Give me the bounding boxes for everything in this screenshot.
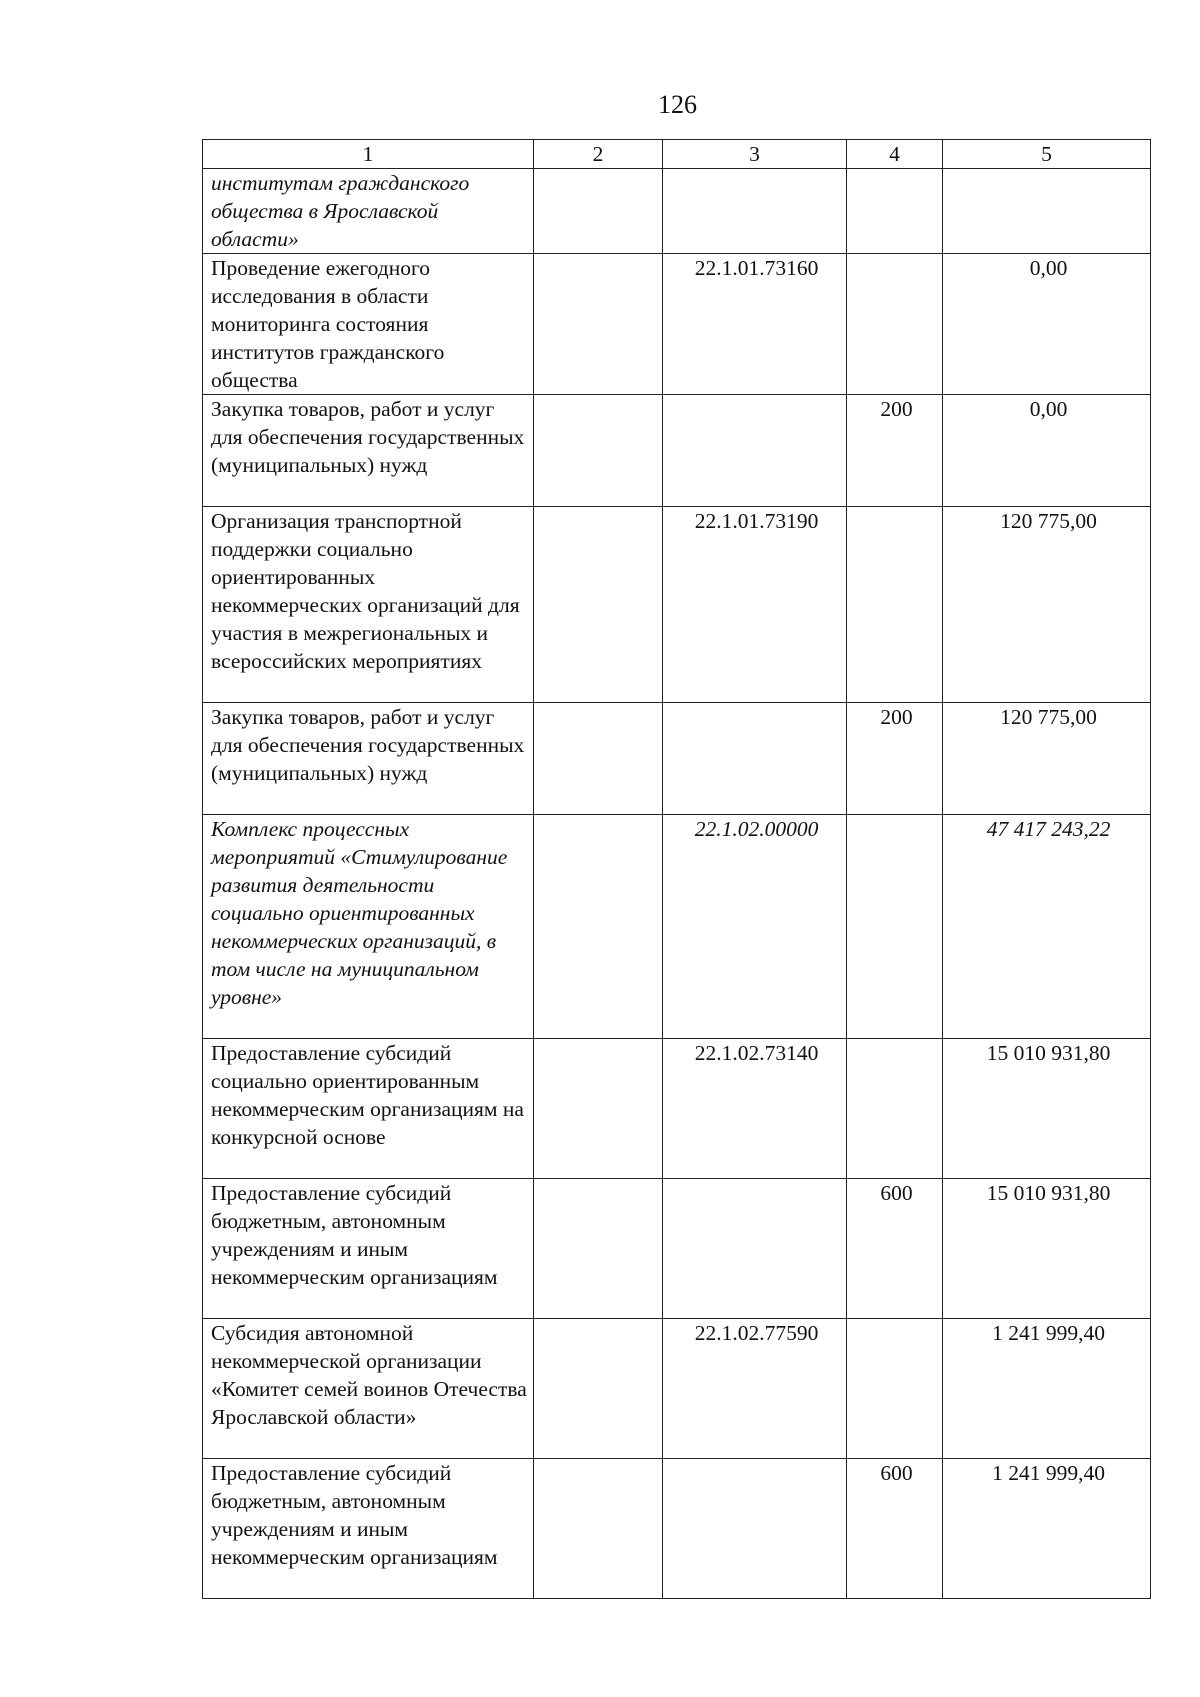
table-row [203, 1039, 1151, 1179]
row-type-cell: 600 [847, 1459, 943, 1599]
row-amount-cell: 15 010 931,80 [943, 1039, 1151, 1179]
row-type-cell [847, 1319, 943, 1459]
row-name-cell: Предоставление субсидий социально ориентированным некоммерческим организациям на конкурсной основе [203, 1039, 534, 1179]
row-col2-cell [534, 1179, 663, 1319]
row-type-cell: 200 [847, 395, 943, 507]
row-type-cell [847, 254, 943, 395]
row-amount-cell: 120 775,00 [943, 703, 1151, 815]
row-type-cell [847, 507, 943, 703]
page-number: 126 [658, 90, 697, 119]
column-header: 2 [534, 140, 663, 169]
row-col2-cell [534, 169, 663, 254]
row-col2-cell [534, 1039, 663, 1179]
table-row [203, 815, 1151, 1039]
column-header: 4 [847, 140, 943, 169]
row-amount-cell: 0,00 [943, 254, 1151, 395]
row-code-cell [663, 395, 847, 507]
row-amount-cell: 1 241 999,40 [943, 1459, 1151, 1599]
row-name-cell: Организация транспортной поддержки социально ориентированных некоммерческих организаций для участия в межрегиональных и всероссийских мероприятиях [203, 507, 534, 703]
row-col2-cell [534, 815, 663, 1039]
row-name-cell: Закупка товаров, работ и услуг для обеспечения государственных (муниципальных) нужд [203, 395, 534, 507]
row-col2-cell [534, 395, 663, 507]
row-code-cell: 22.1.02.00000 [663, 815, 847, 1039]
row-amount-cell: 0,00 [943, 395, 1151, 507]
table-row [203, 254, 1151, 395]
column-header: 5 [943, 140, 1151, 169]
row-amount-cell: 120 775,00 [943, 507, 1151, 703]
row-code-cell: 22.1.02.73140 [663, 1039, 847, 1179]
row-col2-cell [534, 1319, 663, 1459]
row-name-cell: Предоставление субсидий бюджетным, автономным учреждениям и иным некоммерческим организациям [203, 1459, 534, 1599]
row-code-cell [663, 703, 847, 815]
table-row [203, 1179, 1151, 1319]
row-amount-cell: 1 241 999,40 [943, 1319, 1151, 1459]
row-col2-cell [534, 703, 663, 815]
row-col2-cell [534, 507, 663, 703]
table-row [203, 703, 1151, 815]
row-name-cell: Закупка товаров, работ и услуг для обеспечения государственных (муниципальных) нужд [203, 703, 534, 815]
row-col2-cell [534, 254, 663, 395]
table-row [203, 1459, 1151, 1599]
budget-table [202, 139, 1151, 1599]
row-name-cell: Предоставление субсидий бюджетным, автономным учреждениям и иным некоммерческим организациям [203, 1179, 534, 1319]
row-type-cell [847, 815, 943, 1039]
row-code-cell [663, 169, 847, 254]
table-header-row [203, 140, 1151, 169]
table-row [203, 169, 1151, 254]
row-code-cell: 22.1.02.77590 [663, 1319, 847, 1459]
row-type-cell: 600 [847, 1179, 943, 1319]
row-amount-cell: 47 417 243,22 [943, 815, 1151, 1039]
table-row [203, 507, 1151, 703]
table-row [203, 1319, 1151, 1459]
row-type-cell [847, 1039, 943, 1179]
row-type-cell: 200 [847, 703, 943, 815]
column-header: 1 [203, 140, 534, 169]
row-type-cell [847, 169, 943, 254]
row-amount-cell [943, 169, 1151, 254]
table-row [203, 395, 1151, 507]
row-name-cell: Проведение ежегодного исследования в области мониторинга состояния институтов гражданского общества [203, 254, 534, 395]
row-col2-cell [534, 1459, 663, 1599]
row-code-cell [663, 1459, 847, 1599]
row-name-cell: Субсидия автономной некоммерческой организации «Комитет семей воинов Отечества Ярославской области» [203, 1319, 534, 1459]
row-amount-cell: 15 010 931,80 [943, 1179, 1151, 1319]
row-code-cell: 22.1.01.73160 [663, 254, 847, 395]
column-header: 3 [663, 140, 847, 169]
row-name-cell: Комплекс процессных мероприятий «Стимулирование развития деятельности социально ориентированных некоммерческих организаций, в том числе на муниципальном уровне» [203, 815, 534, 1039]
row-code-cell: 22.1.01.73190 [663, 507, 847, 703]
row-code-cell [663, 1179, 847, 1319]
row-name-cell: институтам гражданского общества в Ярославской области» [203, 169, 534, 254]
